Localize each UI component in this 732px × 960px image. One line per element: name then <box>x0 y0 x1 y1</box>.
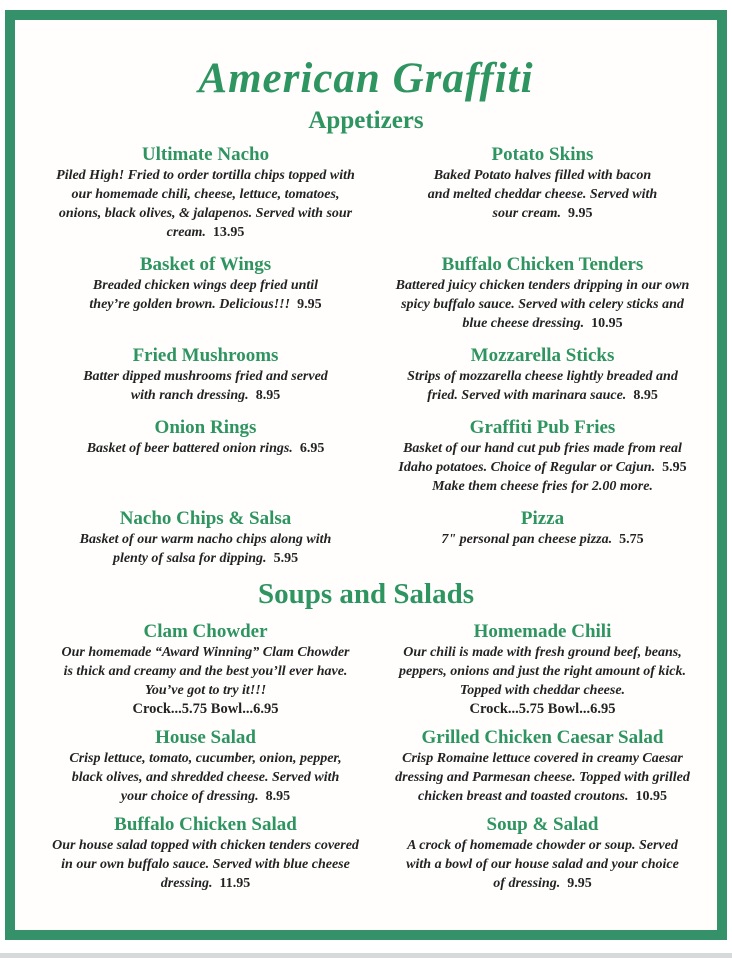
menu-item <box>37 814 374 893</box>
restaurant-title: American Graffiti <box>198 55 534 102</box>
menu-item <box>37 345 374 405</box>
item-price: 11.95 <box>219 876 251 891</box>
item-name: Fried Mushrooms <box>132 345 279 366</box>
item-name: Grilled Chicken Caesar Salad <box>421 727 664 748</box>
item-description <box>81 367 331 405</box>
item-description-text: Battered juicy chicken tenders dripping in our own spicy buffalo sauce. Served with celery sticks and blue cheese dressing. <box>395 278 690 331</box>
item-price: 5.75 <box>619 532 644 547</box>
item-description-text: Crisp lettuce, tomato, cucumber, onion, pepper, black olives, and shredded cheese. Served with your choice of dressing. <box>69 751 342 804</box>
item-name: Basket of Wings <box>139 254 272 275</box>
menu-item <box>37 727 374 806</box>
item-description-text: Basket of our warm nacho chips along with plenty of salsa for dipping. <box>79 532 332 566</box>
item-price: 6.95 <box>299 441 325 456</box>
item-name: Buffalo Chicken Salad <box>114 814 297 835</box>
item-name: Soup & Salad <box>486 814 599 835</box>
menu-item <box>374 417 711 496</box>
item-description <box>56 166 356 242</box>
menu-item <box>37 417 374 496</box>
item-description <box>61 530 351 568</box>
item-description <box>413 530 673 549</box>
item-description <box>383 749 703 806</box>
item-price: 9.95 <box>567 876 592 891</box>
appetizers-grid <box>15 136 717 568</box>
item-price: 10.95 <box>635 789 667 804</box>
menu-item <box>374 345 711 405</box>
item-description <box>398 367 688 405</box>
item-name: Homemade Chili <box>473 621 612 642</box>
item-note: Make them cheese fries for 2.00 more. <box>432 479 653 494</box>
item-description-text: Piled High! Fried to order tortilla chips topped with our homemade chili, cheese, lettuce, tomatoes, onions, black olives, & jalapenos. Served with sour cream. <box>56 168 355 240</box>
item-name: Ultimate Nacho <box>141 144 270 165</box>
item-description-text: Basket of beer battered onion rings. <box>86 441 293 456</box>
item-name: Potato Skins <box>491 144 594 165</box>
section-heading-appetizers: Appetizers <box>308 107 424 134</box>
item-price: 10.95 <box>591 316 623 331</box>
item-price-line: Crock...5.75 Bowl...6.95 <box>469 701 616 717</box>
item-name: Nacho Chips & Salsa <box>119 508 292 529</box>
menu-item <box>37 144 374 242</box>
item-description <box>383 643 703 700</box>
soups-salads-grid <box>15 612 717 893</box>
item-description <box>61 643 351 700</box>
item-description-text: A crock of homemade chowder or soup. Served with a bowl of our house salad and your choice of dressing. <box>406 838 679 891</box>
menu-item <box>374 814 711 893</box>
menu-item <box>374 254 711 333</box>
item-name: House Salad <box>155 727 256 748</box>
item-description-text: Our chili is made with fresh ground beef, beans, peppers, onions and just the right amount of kick. Topped with cheddar cheese. <box>398 645 687 698</box>
menu-item <box>37 254 374 333</box>
item-description-text: Basket of our hand cut pub fries made from real Idaho potatoes. Choice of Regular or Cajun. <box>398 441 682 475</box>
menu-item <box>374 727 711 806</box>
item-name: Pizza <box>520 508 565 529</box>
item-price: 9.95 <box>567 206 593 221</box>
section-heading-soups-salads: Soups and Salads <box>257 578 475 610</box>
item-price-line: Crock...5.75 Bowl...6.95 <box>132 701 279 717</box>
item-description <box>403 836 683 893</box>
item-description <box>56 439 356 458</box>
item-price: 8.95 <box>265 789 291 804</box>
item-description-text: Breaded chicken wings deep fried until they’re golden brown. Delicious!!! <box>89 278 319 312</box>
item-description-text: Batter dipped mushrooms fried and served with ranch dressing. <box>83 369 328 403</box>
item-description <box>393 276 693 333</box>
item-price: 8.95 <box>633 388 658 403</box>
item-description-text: Baked Potato halves filled with bacon and melted cheddar cheese. Served with sour cream. <box>427 168 658 221</box>
item-description-text: Our homemade “Award Winning” Clam Chowder is thick and creamy and the best you’ll ever have. You’ve got to try it!!! <box>61 645 350 698</box>
item-price: 5.95 <box>273 551 299 566</box>
item-name: Onion Rings <box>154 417 257 438</box>
menu-item <box>374 621 711 719</box>
menu-item <box>374 508 711 568</box>
item-price: 9.95 <box>297 297 322 312</box>
item-description <box>61 749 351 806</box>
item-name: Clam Chowder <box>143 621 268 642</box>
menu-item <box>37 621 374 719</box>
item-price: 13.95 <box>212 225 245 240</box>
menu-item <box>37 508 374 568</box>
item-description-text: Crisp Romaine lettuce covered in creamy Caesar dressing and Parmesan cheese. Topped with grilled chicken breast and toasted croutons. <box>395 751 690 804</box>
item-description-text: Our house salad topped with chicken tenders covered in our own buffalo sauce. Served with blue cheese dressing. <box>52 838 359 891</box>
item-price: 8.95 <box>255 388 281 403</box>
menu-page-frame <box>5 10 727 940</box>
item-description <box>51 836 361 893</box>
item-price: 5.95 <box>662 460 687 475</box>
item-description <box>388 439 698 477</box>
item-description <box>428 166 658 223</box>
item-name: Graffiti Pub Fries <box>469 417 616 438</box>
scan-edge-artifact <box>0 953 732 958</box>
menu-item <box>374 144 711 242</box>
item-name: Buffalo Chicken Tenders <box>441 254 644 275</box>
item-description-text: Strips of mozzarella cheese lightly breaded and fried. Served with marinara sauce. <box>407 369 678 403</box>
item-name: Mozzarella Sticks <box>470 345 615 366</box>
item-description-text: 7" personal pan cheese pizza. <box>441 532 613 547</box>
item-description <box>76 276 336 314</box>
